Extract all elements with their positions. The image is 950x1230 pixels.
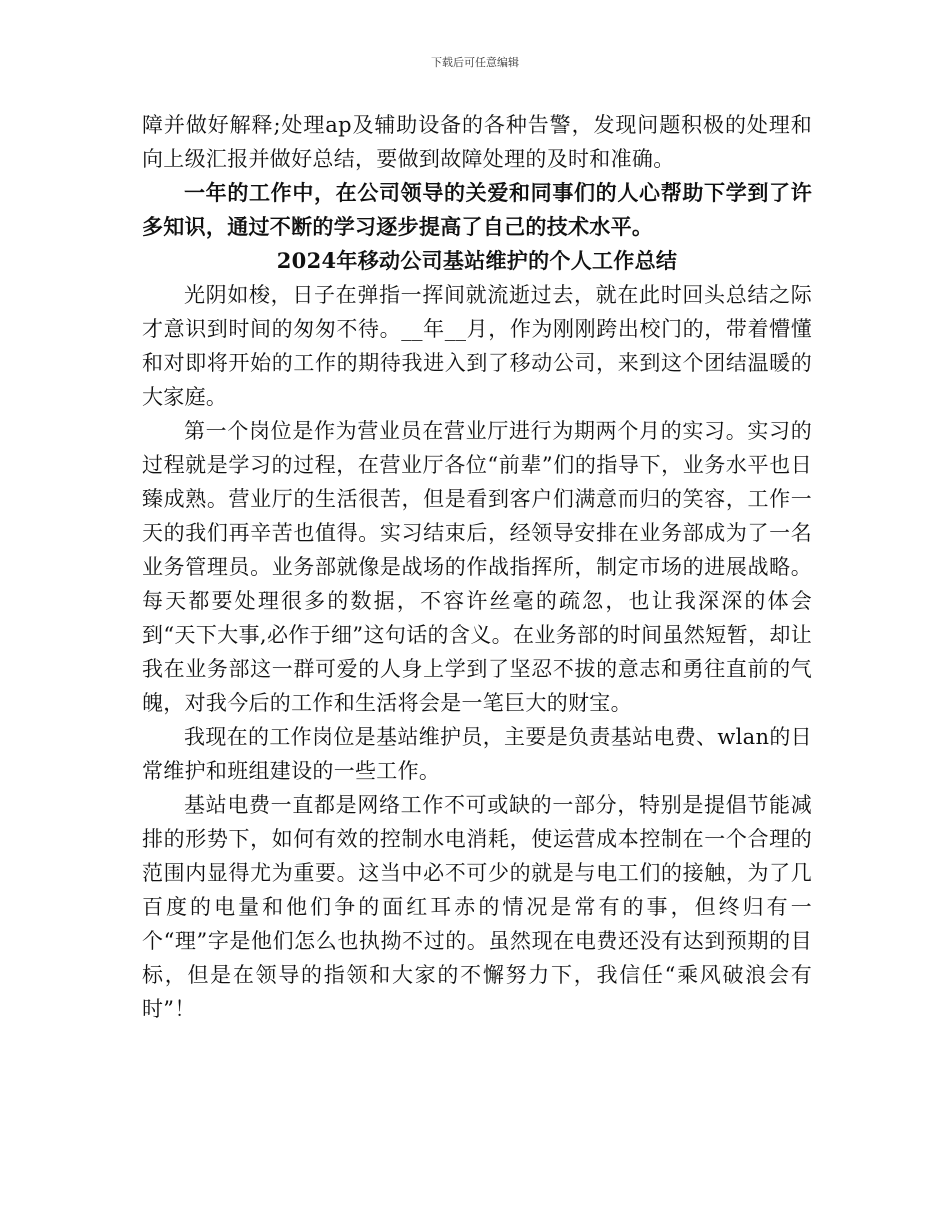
paragraph: 第一个岗位是作为营业员在营业厅进行为期两个月的实习。实习的过程就是学习的过程，在营业厅各位“前辈”们的指导下，业务水平也日臻成熟。营业厅的生活很苦，但是看到客户们满意而归的笑容，工作一天的我们再辛苦也值得。实习结束后，经领导安排在业务部成为了一名业务管理员。业务部就像是战场的作战指挥所，制定市场的进展战略。每天都要处理很多的数据，不容许丝毫的疏忽，也让我深深的体会到“天下大事,必作于细”这句话的含义。在业务部的时间虽然短暂，却让我在业务部这一群可爱的人身上学到了坚忍不拔的意志和勇往直前的气魄，对我今后的工作和生活将会是一笔巨大的财宝。 — [142, 419, 812, 715]
paragraph-bold-summary: 一年的工作中，在公司领导的关爱和同事们的人心帮助下学到了许多知识，通过不断的学习逐步提高了自己的技术水平。 — [142, 180, 812, 239]
section-title: 2024年移动公司基站维护的个人工作总结 — [276, 248, 678, 273]
paragraph: 基站电费一直都是网络工作不可或缺的一部分，特别是提倡节能减排的形势下，如何有效的控制水电消耗，使运营成本控制在一个合理的范围内显得尤为重要。这当中必不可少的就是与电工们的接触，为了几百度的电量和他们争的面红耳赤的情况是常有的事，但终归有一个“理”字是他们怎么也执拗不过的。虽然现在电费还没有达到预期的目标，但是在领导的指领和大家的不懈努力下，我信任“乘风破浪会有时”！ — [142, 793, 812, 1021]
paragraph-continuation: 障并做好解释;处理ap及辅助设备的各种告警，发现问题积极的处理和向上级汇报并做好总结，要做到故障处理的及时和准确。 — [142, 113, 812, 171]
document-body — [142, 108, 812, 1026]
paragraph: 我现在的工作岗位是基站维护员，主要是负责基站电费、wlan的日常维护和班组建设的一些工作。 — [142, 725, 812, 783]
paragraph: 光阴如梭，日子在弹指一挥间就流逝过去，就在此时回头总结之际才意识到时间的匆匆不待。__年__月，作为刚刚跨出校门的，带着懵懂和对即将开始的工作的期待我进入到了移动公司，来到这个团结温暖的大家庭。 — [142, 283, 812, 409]
page-header-note: 下载后可任意编辑 — [431, 56, 519, 69]
